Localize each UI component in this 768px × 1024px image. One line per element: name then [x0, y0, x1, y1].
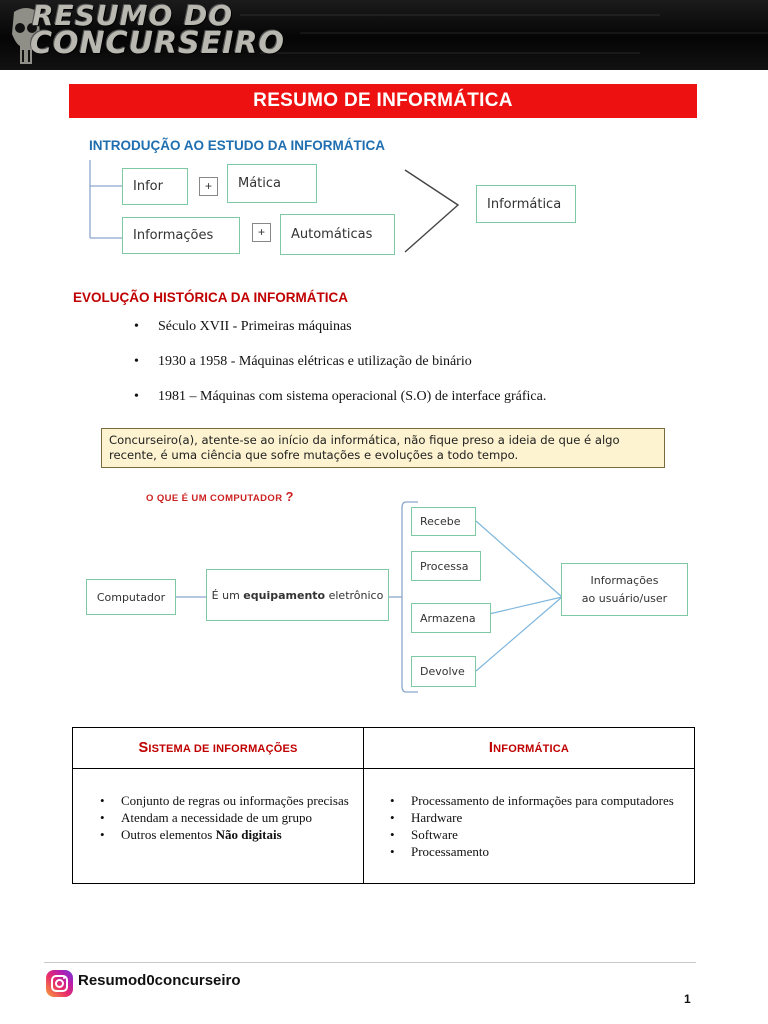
- list-item: • Atendam a necessidade de um grupo: [97, 809, 359, 826]
- evolucao-heading: EVOLUÇÃO HISTÓRICA DA INFORMÁTICA: [73, 290, 348, 305]
- box-armazena: Armazena: [411, 603, 491, 633]
- table-cell-informatica: [387, 792, 689, 860]
- box-recebe: Recebe: [411, 507, 476, 536]
- list-item: • Processamento de informações para computadores: [387, 792, 689, 809]
- logo-line-1: RESUMO DO: [32, 0, 234, 32]
- plus-sign-2: +: [252, 223, 271, 242]
- instagram-handle[interactable]: Resumod0concurseiro: [78, 972, 241, 989]
- list-item: • Conjunto de regras ou informações precisas: [97, 792, 359, 809]
- box-processa: Processa: [411, 551, 481, 581]
- intro-heading: INTRODUÇÃO AO ESTUDO DA INFORMÁTICA: [89, 138, 385, 153]
- instagram-icon[interactable]: [46, 970, 73, 997]
- footer-divider: [44, 962, 696, 963]
- box-infor: Infor: [122, 168, 188, 205]
- computador-question: O QUE É UM COMPUTADOR ?: [146, 489, 294, 504]
- note-box: Concurseiro(a), atente-se ao início da informática, não fique preso a ideia de que é algo recente, é uma ciência que sofre mutações e evoluções a todo tempo.: [101, 428, 665, 468]
- box-devolve: Devolve: [411, 656, 476, 687]
- plus-sign-1: +: [199, 177, 218, 196]
- list-item: • Software: [387, 826, 689, 843]
- table-header-informatica: INFORMÁTICA: [488, 740, 570, 756]
- table-header-sistema: SISTEMA DE INFORMAÇÕES: [138, 740, 298, 756]
- box-matica: Mática: [227, 164, 317, 203]
- box-informatica: Informática: [476, 185, 576, 223]
- page-number: 1: [684, 992, 691, 1006]
- comparison-table: [72, 727, 695, 884]
- page-title: RESUMO DE INFORMÁTICA: [69, 84, 697, 118]
- box-computador: Computador: [86, 579, 176, 615]
- table-cell-sistema: [97, 792, 359, 843]
- list-item: • Processamento: [387, 843, 689, 860]
- box-informacoes-usuario: Informações ao usuário/user: [561, 563, 688, 616]
- box-informacoes: Informações: [122, 217, 240, 254]
- logo-line-2: CONCURSEIRO: [30, 26, 285, 61]
- list-item: • Hardware: [387, 809, 689, 826]
- list-item: • Outros elementos Não digitais: [97, 826, 359, 843]
- box-automaticas: Automáticas: [280, 214, 395, 255]
- box-equipamento: É um equipamento eletrônico: [206, 569, 389, 621]
